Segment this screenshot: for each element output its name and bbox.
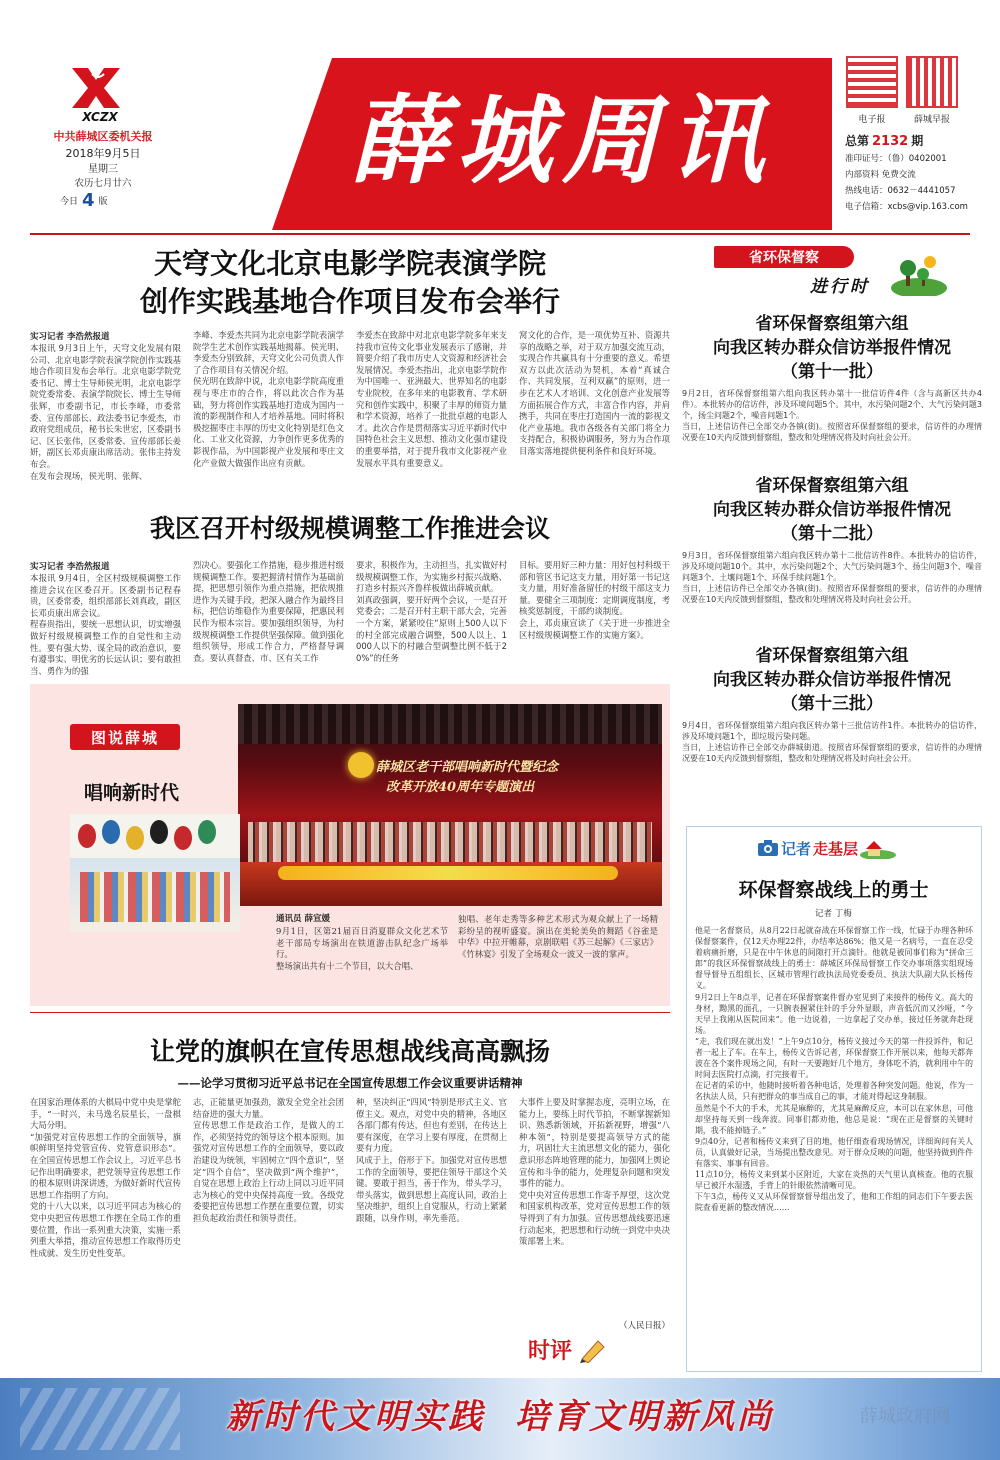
photo-byline: 通讯员 薛宣媛 bbox=[276, 914, 330, 924]
masthead-title: 薛城周讯 bbox=[350, 84, 774, 197]
issue-number bbox=[845, 132, 985, 149]
report-2 bbox=[682, 474, 982, 618]
stage-screen-text-2: 改革开放40周年专题演出 bbox=[386, 780, 535, 795]
commentary-tag-text: 时评 bbox=[528, 1337, 573, 1364]
opera-mask-1 bbox=[78, 824, 96, 848]
article-3-title: 让党的旗帜在宣传思想战线高高飘扬 bbox=[149, 1037, 550, 1066]
issue-suffix: 期 bbox=[911, 134, 924, 148]
article-1-byline: 实习记者 李浩然报道 bbox=[30, 332, 110, 342]
article-1-title-1: 天穹文化北京电影学院表演学院 bbox=[153, 247, 546, 280]
photo-caption-right: 独唱、老年走秀等多种艺术形式为观众献上了一场精彩纷呈的视听盛宴。演出在美轮美奂的舞蹈《谷雀是中华》中拉开帷幕，京剧联唱《苏三起解》《三家店》《竹林宴》引发了全场观众一波又一波的掌声。 bbox=[458, 914, 658, 959]
article-1 bbox=[30, 240, 670, 498]
report-1-line-3: （第十一批） bbox=[781, 362, 883, 382]
sidebar-header-pill bbox=[714, 246, 854, 268]
article-2-col-4: 目标。要用好三种力量：用好包村科级干部和管区书记这支力量，用好第一书记这支力量，用好准备留任的村级干部这支力量。要健全三项制度：定期调度制度，考核奖惩制度，干部约谈制度。 会上，邓贞康宣读了《关于进一步推进全区村级规模调整工作的实施方案》。 bbox=[519, 560, 670, 640]
report-2-body: 9月3日，省环保督察组第六组向我区转办第十二批信访件8件。本批转办的信访件，涉及环境问题10个。其中，水污染问题2个、大气污染问题3个、扬尘问题3个、噪音问题3个、土壤问题1个、环保手续问题1个。 当日，上述信访件已全部交办各镇(街)。按照省环保督察组的要求，信访件的办理情况要在10天内反馈到督察组，整改和处理情况将及时向社会公开。 bbox=[682, 551, 982, 604]
article-3-col-3: 种，坚决纠正“四风”特别是形式主义、官僚主义。观点，对党中央的精神，各地区各部门都有传达，但也有差别，在传达上要有深度，在学习上要有厚度，在贯彻上要有力度。 风成于上，俗形于下。加强党对宣传思想工作的全面领导，要把住领导干部这个关键。要敢于担当，善于作为，带头学习，带头落实，做到思想上高度认同，政治上坚决维护，组织上自觉服从，行动上紧紧跟随，以身作则，率先垂范。 bbox=[356, 1097, 507, 1223]
sidebar-header-sub: 进行时 bbox=[810, 277, 870, 297]
report-2-line-3: （第十二批） bbox=[781, 524, 883, 544]
issue-lunar: 农历七月廿六 bbox=[74, 178, 132, 189]
stage-dragon bbox=[278, 866, 618, 880]
article-3 bbox=[30, 1012, 670, 1372]
photo-section bbox=[30, 684, 670, 1006]
photo-caption-left bbox=[276, 912, 448, 994]
stage-lights bbox=[238, 704, 662, 744]
issue-date: 2018年9月5日 bbox=[65, 147, 141, 160]
reporter-body: 他是一名督察员，从8月22日起就奋战在环保督察工作一线，忙碌于办理各种环保督察案件，仅12天办理22件，办结率达86%；他又是一名病号，一直在忍受着病痛折磨，只是在中午休息的间隙打开点滴针。他就是被同事们称为“拼命三郎”的我区环保督察战线上的勇士：薛城区环保局督察工作交办事项落实组现场督导督导五组组长、区城市管理行政执法局党委委员、执法大队副大队长杨传义。 9月2日上午8点半，记者在环保督察案件督办室见到了来接件的杨传义。高大的身材，黝黑的面孔，一只腕表握紧住针的手分外显眼，声音低沉而又沙哑，“今天早上我刚从医院回来”。他一边说着，一边拿起了交办单，接过任务就奔赴现场。 “走，我们现在就出发！”上午9点10分，杨传义接过今天的第一件投诉件，和记者一起上了车。在车上，杨传义告诉记者，环保督察工作开展以来，他每天都奔波在各个案件现场之间，有时一天要跑好几个地方，身体吃不消，就利用中午的时间去医院打点滴，打完接着干。 在记者的采访中，他随时接听着各种电话，处理着各种突发问题。他说，作为一名执法人员，只有把群众的事当成自己的事，才能对得起这身制服。 虽然是个不大的手术，尤其是麻醉的，尤其是麻醉反应，本可以在家休息，可他却坚持每天到一线奔波。同事们都劝他，他总是说：“现在正是督察的关键时期，我不能掉链子。” 9点40分，记者和杨传义来到了目的地，他仔细查看现场情况，详细询问有关人员，认真做好记录，当场提出整改意见。对于群众反映的问题，他坚持做到件件有落实、事事有回音。 11点10分，杨传义来到某小区附近，大家在炎热的天气里认真核查。他的衣服早已被汗水湿透，手背上的针眼依然清晰可见。 下午3点，杨传义又从环保督察督导组出发了，他和工作组的同志们下午要去医院查看更新的整改情况…… bbox=[695, 926, 973, 1213]
email[interactable]: 电子信箱：xcbs@vip.163.com bbox=[845, 202, 968, 212]
article-1-title-2: 创作实践基地合作项目发布会举行 bbox=[139, 285, 560, 318]
article-1-col-1 bbox=[30, 330, 181, 496]
reporter-tag-right: 走基层 bbox=[813, 839, 859, 858]
stage-performers bbox=[248, 822, 652, 862]
article-1-col-2: 李峰、李爱杰共同为北京电影学院表演学院学生艺术创作实践基地揭幕。侯光明、李爱杰分别致辞，天穹文化公司负责人作了合作项目有关情况介绍。 侯光明在致辞中说，北京电影学院高度重视与枣庄市的合作，将以此次合作为基础，努力将创作实践基地打造成为国内一流的影视制作和人才培养基地。同时将积极挖掘枣庄丰厚的历史文化特别是红色文化、工业文化资源，力争创作更多优秀的影视作品，为中国影视产业发展和枣庄文化产业做大做强作出应有贡献。 bbox=[193, 330, 344, 468]
party-emblem-icon bbox=[348, 752, 374, 778]
article-2-byline: 实习记者 李浩然报道 bbox=[30, 562, 110, 572]
sidebar-header-title: 省环保督察 bbox=[749, 250, 819, 266]
photo-caption-left-text: 9月1日，区第21届百日消夏群众文化艺术节老干部局专场演出在铁道游击队纪念广场举行。 整场演出共有十二个节目，以大合唱、 bbox=[276, 926, 448, 971]
article-2-title: 我区召开村级规模调整工作推进会议 bbox=[149, 514, 550, 543]
footer-watermark: 薛城政府网 bbox=[860, 1406, 950, 1427]
article-2-col-1-text: 本报讯 9月4日，全区村级规模调整工作推进会议在区委召开。区委副书记程春贵，区委常委，组织部部长刘真政，副区长邓贞康出席会议。 程春贵指出，要统一思想认识，切实增强做好村级规模调整工作的自觉性和主动性。要有强大势、谋全局的政治意识，要有遵事实、明优劣的长远认识；要有敢担当、勇作为的强 bbox=[30, 573, 181, 676]
stage-photo bbox=[238, 704, 662, 906]
article-2-col-2: 烈决心。要强化工作措施，稳步推进村级规模调整工作。要把握清村情作为基础前提，把思想引领作为重点措施，把依规推进作为关键手段，把深入融合作为最终目标，把信访维稳作为重要保障，把惠民利民作为根本宗旨。要加强组织领导，为村级规模调整工作提供坚强保障。做到强化组织领导，形成工作合力，严格督导调查。要认真督查、市、区有关工作 bbox=[193, 560, 344, 663]
commentary-tag bbox=[528, 1329, 658, 1369]
footer-banner bbox=[0, 1378, 1000, 1460]
qr-code-morning[interactable] bbox=[906, 56, 958, 108]
opera-mask-3 bbox=[126, 826, 144, 850]
camera-icon bbox=[757, 839, 779, 857]
report-3-line-2: 向我区转办群众信访举报件情况 bbox=[713, 670, 951, 690]
issue-weekday: 星期三 bbox=[88, 164, 118, 175]
qr2-label: 薛城早报 bbox=[913, 115, 950, 125]
article-1-col-4: 窝文化的合作，是一项优势互补、资源共享的战略之举，对于双方加强交流互动，实现合作共赢具有十分重要的意义。希望双方以此次活动为契机，本着“真诚合作、共同发展，互利双赢”的原则，进一步在艺术人才培训、文化创意产业发展等方面拓展合作方式，丰富合作内容，并肩携手，共同在枣庄打造国内一流的影视文化产业基地。我市各级各有关部门将全力支持配合，积极协调服务，努力为合作项目落实落地提供便利条件和良好环境。 bbox=[519, 330, 670, 456]
pages-prefix: 今日 bbox=[60, 197, 79, 207]
green-hill-icon bbox=[890, 252, 948, 296]
logo-abbr: XCZX bbox=[82, 110, 118, 124]
reporter-header bbox=[757, 831, 917, 865]
internal-note: 内部资料 免费交流 bbox=[845, 170, 916, 180]
masthead-title-block bbox=[272, 58, 832, 230]
masthead bbox=[0, 0, 1000, 238]
report-2-line-2: 向我区转办群众信访举报件情况 bbox=[713, 500, 951, 520]
article-3-subtitle: ——论学习贯彻习近平总书记在全国宣传思想工作会议重要讲话精神 bbox=[177, 1076, 523, 1090]
opera-mask-6 bbox=[198, 820, 216, 844]
opera-mask-4 bbox=[150, 820, 168, 844]
article-1-col-3: 李爱杰在致辞中对北京电影学院多年来支持我市宣传文化事业发展表示了感谢，并简要介绍了我市历史人文资源和经济社会发展情况。李爱杰指出，北京电影学院作为中国唯一、亚洲最大、世界知名的电影专业院校，在多年来的电影教育、学术研究和创作实践中，积聚了丰厚的师资力量和学术资源，培养了一批批卓越的电影人才。此次合作是贯彻落实习近平新时代中国特色社会主义思想、推动文化强市建设的重要举措，对于提升我市文化影视产业发展水平具有重要意义。 bbox=[356, 330, 507, 468]
report-3-body: 9月4日，省环保督察组第六组向我区转办第十三批信访件1件。本批转办的信访件，涉及环境问题1个，即垃圾污染问题。 当日，上述信访件已全部交办薛城街道。按照省环保督察组的要求，信访件的办理情况要在10天内反馈到督察组，整改和处理情况将及时向社会公开。 bbox=[682, 721, 982, 763]
article-1-col-1-text: 本报讯 9月3日上午，天穹文化发展有限公司、北京电影学院表演学院创作实践基地合作项目发布会举行。北京电影学院党委书记、博士生导师侯光明，北京电影学院党委常委、表演学院院长、博士生导师张辉，市委副书记，市长李峰，市委常委、宣传部部长、政法委书记李爱杰，市政府党组成员，秘书长朱世宏，区委副书记、区长张伟，区委常委、宣传部部长姜妍，副区长邓贞康出席活动。张伟主持发布会。 在发布会现场，侯光明、张辉、 bbox=[30, 343, 181, 481]
article-3-col-2: 志，正能量更加强劲，激发全党全社会团结奋进的强大力量。 宣传思想工作是政治工作，是做人的工作，必须坚持党的领导这个根本原则。加强党对宣传思想工作的全面领导，要以政治建设为统领，牢固树立“四个意识”，坚定“四个自信”，坚决做到“两个维护”，自觉在思想上政治上行动上同以习近平同志为核心的党中央保持高度一致。各级党委要把宣传思想工作摆在重要位置，切实担负起政治责任和领导责任。 bbox=[193, 1097, 344, 1223]
paper-logo bbox=[64, 64, 128, 112]
hotline: 热线电话：0632－4441057 bbox=[845, 186, 956, 196]
article-3-col-1: 在国家治理体系的大棋局中党中央是掌舵手，“一时兴，未马逸名辰星长，一盘棋大局分明。 “加强党对宣传思想工作的全面领导，旗帜鲜明坚持党管宣传、党管意识形态”。在全国宣传思想工作会议上，习近平总书记作出明确要求，把党领导宣传思想工作的根本原则讲深讲透，为做好新时代宣传思想工作指明了方向。 党的十八大以来，以习近平同志为核心的党中央把宣传思想工作摆在全局工作的重要位置，作出一系列重大决策，实施一系列重大举措，推动宣传思想工作取得历史性成就、发生历史性变革。 bbox=[30, 1097, 181, 1258]
reporter-byline: 记者 丁梅 bbox=[815, 909, 852, 919]
report-3-line-3: （第十三批） bbox=[781, 694, 883, 714]
opera-mask-5 bbox=[174, 826, 192, 850]
article-3-col-4-text: 大事件上要及时掌握态度，亮明立场，在能力上，要练上时代节拍，不断掌握新知识、熟悉新领域，开拓新视野，增强“八种本领”，特别是要提高领导方式的能力，巩固壮大主流思想文化的能力，强化意识形态阵地管理的能力，加强网上舆论宣传和斗争的能力，处理复杂问题和突发事件的能力。 党中央对宣传思想工作寄予厚望，这次党和国家机构改革，党对宣传思想工作的领导得到了有力加强。宣传思想战线要迅速行动起来，把思想和行动统一到党中央决策部署上来。 bbox=[519, 1097, 670, 1247]
paper-desc: 中共薛城区委机关报 bbox=[53, 130, 153, 143]
opera-photo bbox=[70, 814, 240, 932]
house-icon bbox=[860, 837, 896, 859]
stage-screen-text-1: 薛城区老干部唱响新时代暨纪念 bbox=[376, 760, 559, 775]
report-2-line-1: 省环保督察组第六组 bbox=[755, 476, 909, 496]
report-3 bbox=[682, 644, 982, 768]
reporter-title: 环保督察战线上的勇士 bbox=[738, 879, 929, 901]
reporter-tag-left: 记者 bbox=[781, 839, 812, 858]
report-1-body: 9月2日，省环保督察组第六组向我区转办第十一批信访件4件（含与高新区共办4件）。本批转办的信访件，涉及环境问题5个。其中，水污染问题2个、大气污染问题3个，扬尘问题2个，噪音问题1个。 当日，上述信访件已全部交办各镇(街)。按照省环保督察组的要求，信访件的办理情况要在10天内反馈到督察组，整改和处理情况将及时向社会公开。 bbox=[682, 389, 982, 442]
pages-suffix: 版 bbox=[98, 197, 108, 207]
report-1-line-2: 向我区转办群众信访举报件情况 bbox=[713, 338, 951, 358]
print-license: 准印证号：（鲁）0402001 bbox=[845, 154, 947, 164]
report-3-line-1: 省环保督察组第六组 bbox=[755, 646, 909, 666]
photo-banner-text: 图说薛城 bbox=[90, 728, 159, 747]
masthead-divider bbox=[30, 233, 970, 235]
photo-banner bbox=[70, 724, 180, 750]
pages-count: 4 bbox=[82, 190, 95, 211]
reporter-column bbox=[686, 826, 982, 1372]
article-2-col-1 bbox=[30, 560, 181, 678]
article-2 bbox=[30, 504, 670, 680]
issue-num: 2132 bbox=[872, 134, 909, 149]
pages-today bbox=[60, 190, 150, 211]
qr1-label: 电子报 bbox=[858, 115, 886, 125]
opera-performers bbox=[80, 872, 230, 922]
sidebar-header bbox=[714, 244, 948, 298]
qr-code-epaper[interactable] bbox=[846, 56, 898, 108]
opera-mask-2 bbox=[102, 820, 120, 844]
article-3-source: （人民日报） bbox=[618, 1321, 670, 1331]
report-1-line-1: 省环保督察组第六组 bbox=[755, 314, 909, 334]
report-1 bbox=[682, 312, 982, 446]
issue-prefix: 总第 bbox=[845, 134, 870, 148]
article-2-col-3: 要求，积极作为，主动担当，扎实做好村级规模调整工作，为实施乡村振兴战略、打造乡村振兴齐鲁样板做出薛城贡献。 刘真政强调，要开好两个会议，一是召开党委会；二是召开村主职干部大会，完善一个方案，紧紧咬住“原则上500人以下的村全部完成融合调整，500人以上、1000人以下的村融合型调整比例不低于20%”的任务 bbox=[356, 560, 507, 663]
photo-title: 唱响新时代 bbox=[84, 782, 180, 804]
footer-slogan: 新时代文明实践 培育文明新风尚 bbox=[226, 1397, 774, 1437]
sidebar bbox=[682, 240, 982, 816]
pen-icon bbox=[578, 1335, 610, 1363]
